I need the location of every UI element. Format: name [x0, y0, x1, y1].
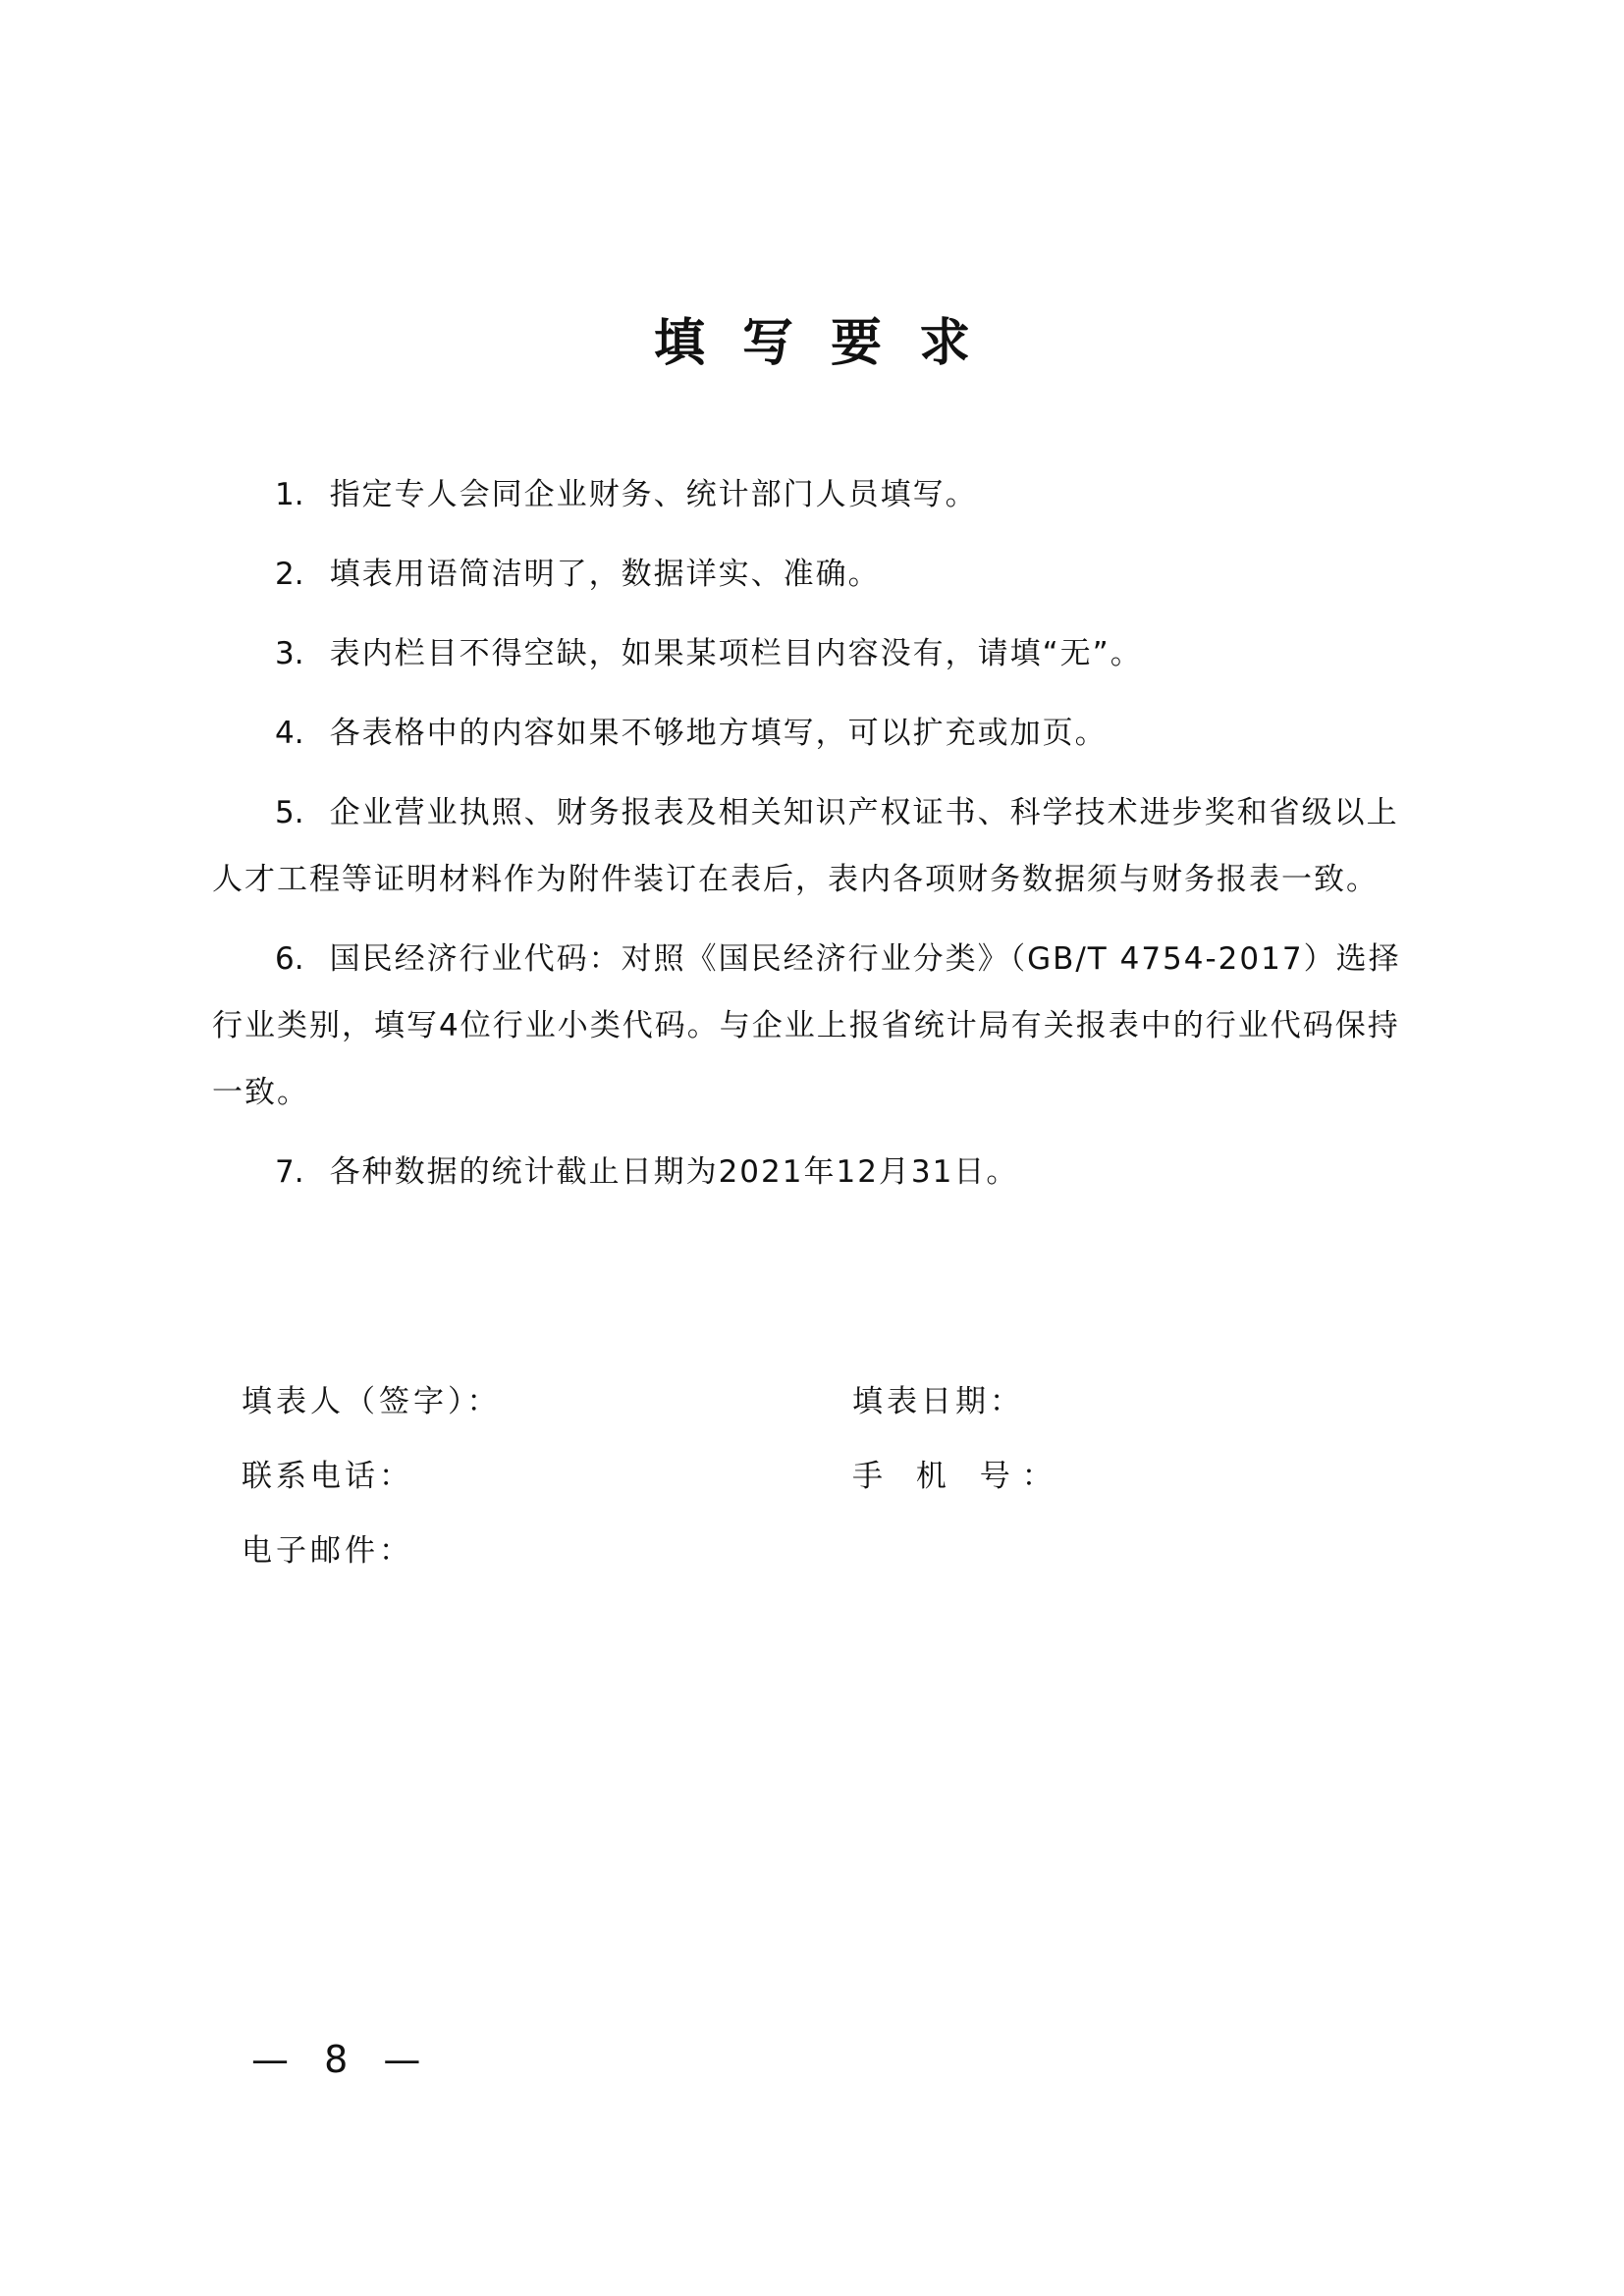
item-number: 1.: [275, 477, 304, 512]
list-item: [212, 926, 1420, 1126]
fill-date-label: 填表日期：: [852, 1384, 1024, 1419]
list-item: [212, 1139, 1420, 1205]
page-number: — 8 —: [251, 2038, 433, 2081]
item-text: 各种数据的统计截止日期为2021年12月31日。: [329, 1154, 1019, 1190]
item-text: 指定专人会同企业财务、统计部门人员填写。: [329, 477, 978, 512]
filler-signature-label: 填表人（签字）：: [242, 1384, 502, 1419]
item-number: 4.: [275, 716, 304, 751]
page-title: 填写要求: [653, 313, 1007, 373]
mobile-number-label: 手 机 号：: [852, 1459, 1064, 1494]
list-item: [212, 541, 1420, 608]
item-text: 填表用语简洁明了，数据详实、准确。: [329, 557, 881, 592]
list-item: [212, 779, 1420, 913]
item-number: 2.: [275, 557, 304, 592]
list-item: [212, 461, 1420, 528]
item-text: 表内栏目不得空缺，如果某项栏目内容没有，请填“无”。: [329, 636, 1143, 671]
item-number: 6.: [275, 941, 304, 977]
signature-block: [242, 1376, 1322, 1612]
item-text: 国民经济行业代码：对照《国民经济行业分类》（GB/T 4754-2017）选择行业类别，填写4位行业小类代码。与企业上报省统计局有关报表中的行业代码保持一致。: [212, 941, 1401, 1110]
list-item: [212, 620, 1420, 687]
item-text: 各表格中的内容如果不够地方填写，可以扩充或加页。: [329, 716, 1108, 751]
item-text: 企业营业执照、财务报表及相关知识产权证书、科学技术进步奖和省级以上人才工程等证明材料作为附件装订在表后，表内各项财务数据须与财务报表一致。: [212, 795, 1399, 897]
item-number: 7.: [275, 1154, 304, 1190]
email-label: 电子邮件：: [242, 1533, 413, 1569]
list-item: [212, 700, 1420, 767]
contact-phone-label: 联系电话：: [242, 1459, 413, 1494]
item-number: 3.: [275, 636, 304, 671]
requirements-list: [212, 461, 1420, 1218]
item-number: 5.: [275, 795, 304, 830]
